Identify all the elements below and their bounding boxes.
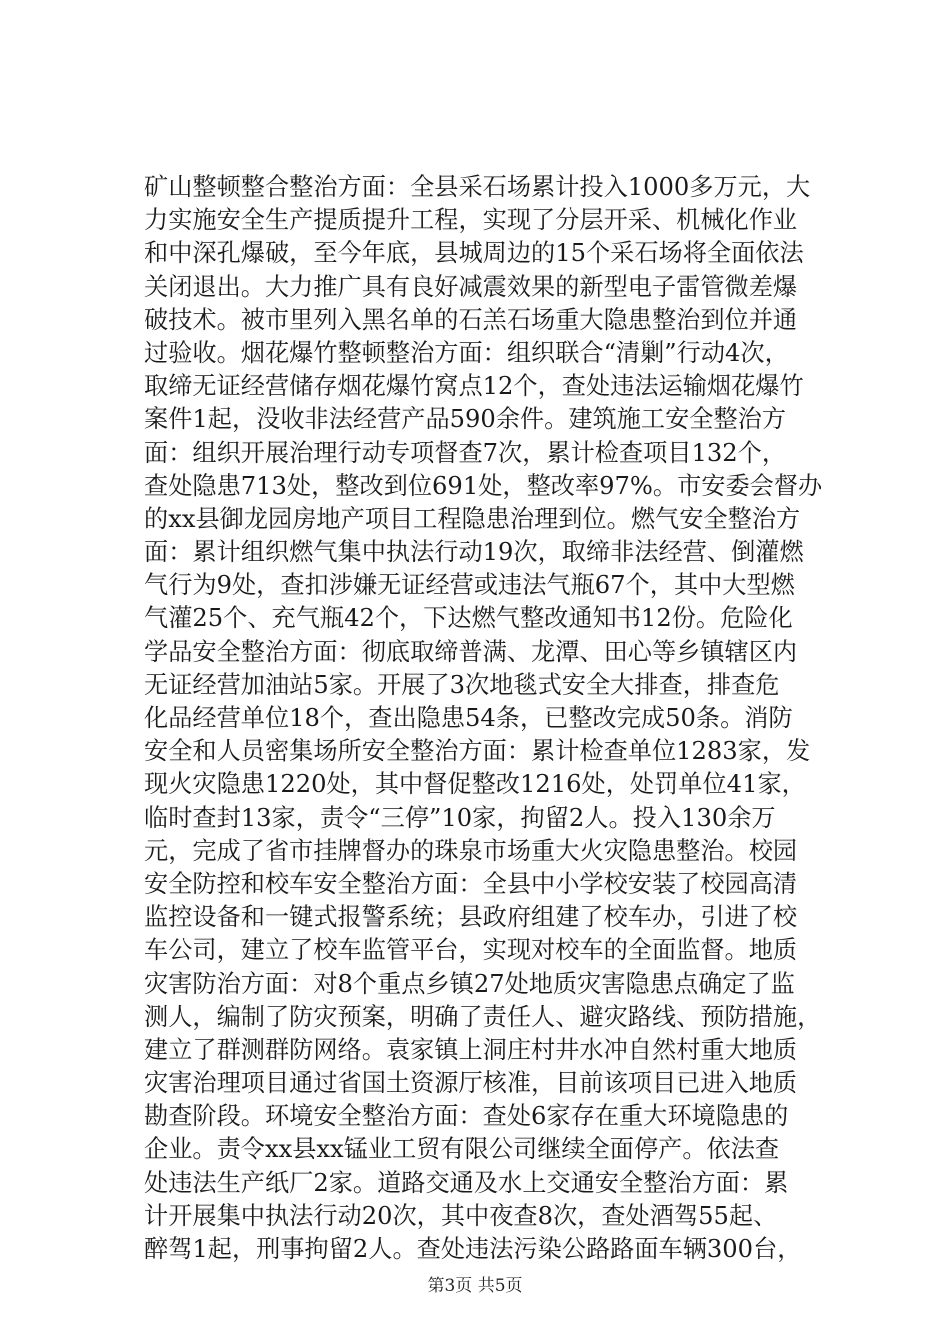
text-line: 勘查阶段。环境安全整治方面：查处6家存在重大环境隐患的 xyxy=(144,1102,789,1131)
text-line: 处违法生产纸厂2家。道路交通及水上交通安全整治方面：累 xyxy=(144,1168,789,1197)
text-line: 面：组织开展治理行动专项督查7次，累计检查项目132个， xyxy=(144,438,787,467)
text-line: 临时查封13家，责令“三停”10家，拘留2人。投入130余万 xyxy=(144,803,776,832)
text-line: 查处隐患713处，整改到位691处，整改率97%。市安委会督办 xyxy=(144,471,823,500)
text-line: 监控设备和一键式报警系统；县政府组建了校车办，引进了校 xyxy=(144,903,798,932)
text-line: 计开展集中执法行动20次，其中夜查8次，查处酒驾55起、 xyxy=(144,1201,778,1230)
text-line: 安全防控和校车安全整治方面：全县中小学校安装了校园高清 xyxy=(144,869,798,898)
text-line: 化品经营单位18个，查出隐患54条，已整改完成50条。消防 xyxy=(144,704,793,732)
text-line: 建立了群测群防网络。袁家镇上洞庄村井水冲自然村重大地质 xyxy=(144,1035,798,1064)
text-line: 安全和人员密集场所安全整治方面：累计检查单位1283家，发 xyxy=(144,737,811,766)
page-number: 第3页 共5页 xyxy=(427,1276,523,1296)
text-line: 案件1起，没收非法经营产品590余件。建筑施工安全整治方 xyxy=(144,405,787,434)
text-line: 过验收。烟花爆竹整顿整治方面：组织联合“清剿”行动4次， xyxy=(144,338,789,367)
text-line: 和中深孔爆破，至今年底，县城周边的15个采石场将全面依法 xyxy=(144,239,804,268)
text-line: 元，完成了省市挂牌督办的珠泉市场重大火灾隐患整治。校园 xyxy=(144,836,798,865)
text-line: 面：累计组织燃气集中执法行动19次，取缔非法经营、倒灌燃 xyxy=(144,538,804,567)
text-line: 气行为9处，查扣涉嫌无证经营或违法气瓶67个，其中大型燃 xyxy=(144,571,795,600)
text-line: 醉驾1起，刑事拘留2人。查处违法污染公路路面车辆300台， xyxy=(144,1235,802,1263)
text-line: 测人，编制了防灾预案，明确了责任人、避灾路线、预防措施， xyxy=(144,1002,822,1031)
text-line: 无证经营加油站5家。开展了3次地毯式安全大排查，排查危 xyxy=(144,670,780,699)
text-line: 关闭退出。大力推广具有良好减震效果的新型电子雷管微差爆 xyxy=(144,272,798,301)
body-text xyxy=(144,171,834,1266)
text-line: 车公司，建立了校车监管平台，实现对校车的全面监督。地质 xyxy=(144,936,798,965)
text-line: 矿山整顿整合整治方面：全县采石场累计投入1000多万元，大 xyxy=(144,173,811,201)
text-line: 力实施安全生产提质提升工程，实现了分层开采、机械化作业 xyxy=(144,206,798,235)
text-line: 学品安全整治方面：彻底取缔普满、龙潭、田心等乡镇辖区内 xyxy=(144,637,798,666)
text-line: 破技术。被市里列入黑名单的石羔石场重大隐患整治到位并通 xyxy=(144,305,798,334)
text-line: 现火灾隐患1220处，其中督促整改1216处，处罚单位41家， xyxy=(144,770,806,799)
text-line: 的xx县御龙园房地产项目工程隐患治理到位。燃气安全整治方 xyxy=(144,504,801,533)
text-line: 取缔无证经营储存烟花爆竹窝点12个，查处违法运输烟花爆竹 xyxy=(144,372,804,401)
text-line: 灾害治理项目通过省国土资源厅核准，目前该项目已进入地质 xyxy=(144,1069,798,1098)
text-line: 企业。责令xx县xx锰业工贸有限公司继续全面停产。依法查 xyxy=(144,1135,780,1164)
text-line: 灾害防治方面：对8个重点乡镇27处地质灾害隐患点确定了监 xyxy=(144,969,795,998)
text-line: 气灌25个、充气瓶42个，下达燃气整改通知书12份。危险化 xyxy=(144,604,793,633)
